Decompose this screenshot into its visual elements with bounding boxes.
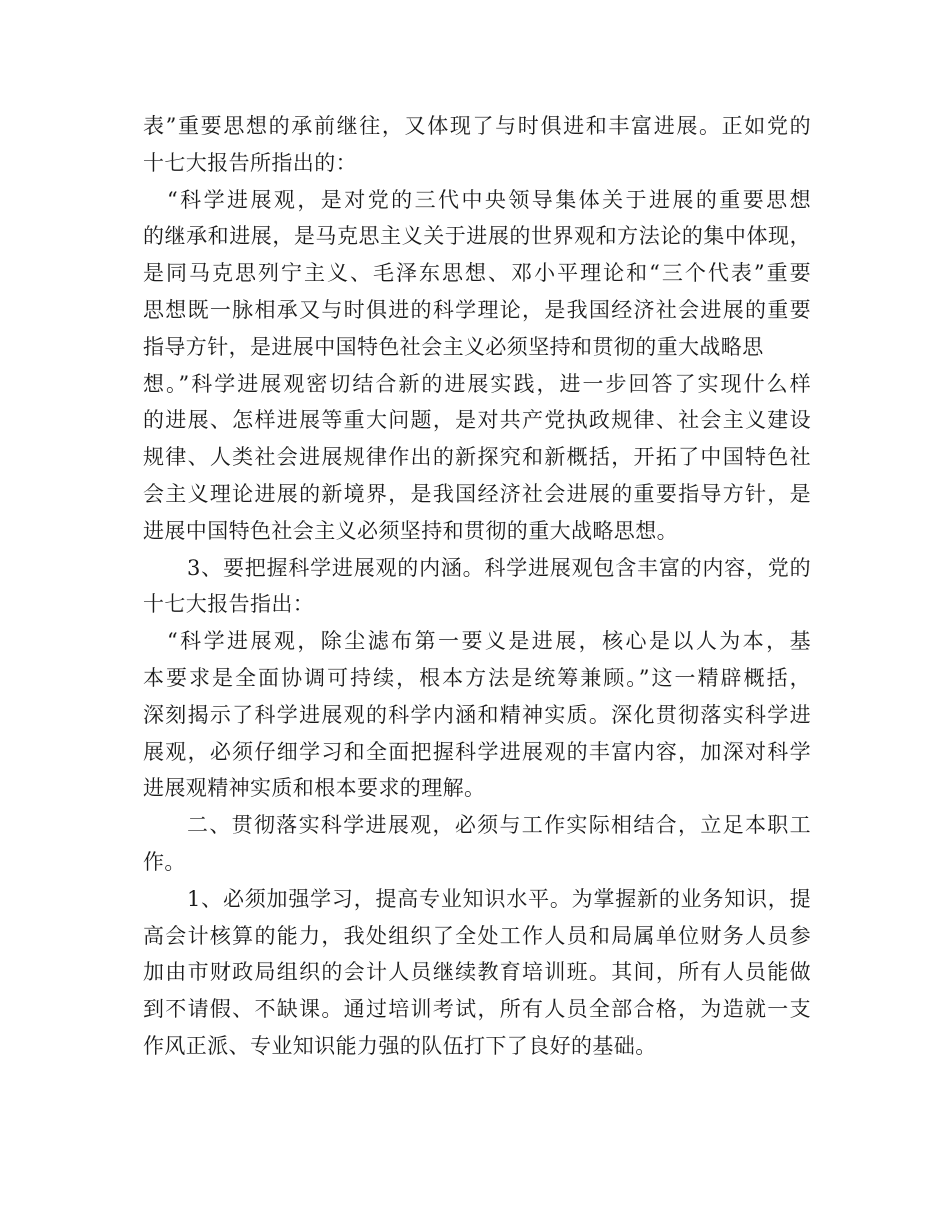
document-body — [143, 108, 811, 1065]
text-line: 深刻揭示了科学进展观的科学内涵和精神实质。深化贯彻落实科学进 — [143, 702, 811, 727]
text-line: 到不请假、不缺课。通过培训考试，所有人员全部合格，为造就一支 — [143, 997, 811, 1022]
text-line: 进展观精神实质和根本要求的理解。 — [143, 776, 486, 801]
text-line: 3、要把握科学进展观的内涵。科学进展观包含丰富的内容，党的 — [187, 555, 811, 580]
text-line: 高会计核算的能力，我处组织了全处工作人员和局属单位财务人员参 — [143, 923, 811, 948]
text-line: “科学进展观，除尘滤布第一要义是进展，核心是以人为本，基 — [167, 629, 811, 654]
text-line: 十七大报告所指出的： — [143, 150, 357, 175]
text-line: 会主义理论进展的新境界，是我国经济社会进展的重要指导方针，是 — [143, 481, 811, 506]
text-line: 规律、人类社会进展规律作出的新探究和新概括，开拓了中国特色社 — [143, 445, 811, 470]
text-line: 1、必须加强学习，提高专业知识水平。为掌握新的业务知识，提 — [187, 886, 811, 911]
text-line: 是同马克思列宁主义、毛泽东思想、邓小平理论和“三个代表”重要 — [143, 261, 811, 286]
text-line: 的进展、怎样进展等重大问题，是对共产党执政规律、社会主义建设 — [143, 408, 811, 433]
text-line: 作。 — [143, 849, 186, 874]
text-line: 思想既一脉相承又与时俱进的科学理论，是我国经济社会进展的重要 — [143, 297, 811, 322]
text-line: 十七大报告指出： — [143, 592, 315, 617]
text-line: 指导方针，是进展中国特色社会主义必须坚持和贯彻的重大战略思 — [143, 334, 764, 359]
text-line: 作风正派、专业知识能力强的队伍打下了良好的基础。 — [143, 1033, 657, 1058]
text-line: 本要求是全面协调可持续，根本方法是统筹兼顾。”这一精辟概括， — [143, 665, 811, 690]
text-line: 进展中国特色社会主义必须坚持和贯彻的重大战略思想。 — [143, 518, 678, 543]
text-line: 的继承和进展，是马克思主义关于进展的世界观和方法论的集中体现， — [143, 224, 811, 249]
text-line: 二、贯彻落实科学进展观，必须与工作实际相结合，立足本职工 — [187, 813, 811, 838]
text-line: 加由市财政局组织的会计人员继续教育培训班。其间，所有人员能做 — [143, 960, 811, 985]
text-line: 想。”科学进展观密切结合新的进展实践，进一步回答了实现什么样 — [143, 371, 811, 396]
text-line: 展观，必须仔细学习和全面把握科学进展观的丰富内容，加深对科学 — [143, 739, 811, 764]
text-line: 表”重要思想的承前继往，又体现了与时俱进和丰富进展。正如党的 — [143, 114, 811, 138]
text-line: “科学进展观，是对党的三代中央领导集体关于进展的重要思想 — [167, 187, 811, 212]
